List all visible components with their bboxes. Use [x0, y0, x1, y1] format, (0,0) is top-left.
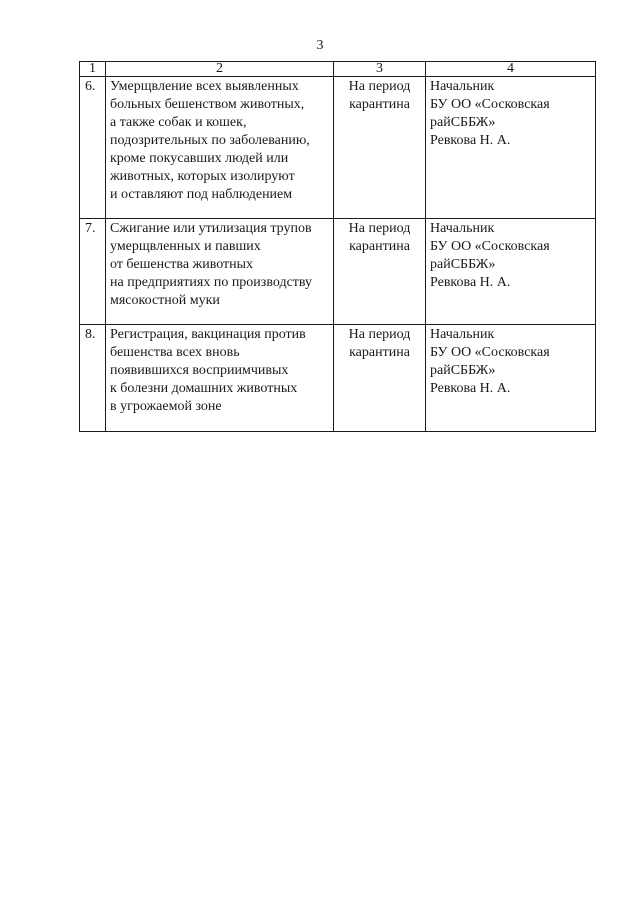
term-line: карантина: [349, 239, 410, 254]
responsible-line: Начальник: [430, 221, 495, 236]
row-number: 6.: [80, 77, 106, 219]
responsible-line: райСББЖ»: [430, 115, 496, 130]
measure-line: бешенства всех вновь: [110, 345, 240, 360]
measure-cell: [106, 325, 334, 432]
responsible-cell: [426, 219, 596, 325]
responsible-line: БУ ОО «Сосковская: [430, 345, 550, 360]
table-row: [80, 77, 596, 219]
term-line: карантина: [349, 345, 410, 360]
measure-line: к болезни домашних животных: [110, 381, 298, 396]
responsible-line: Начальник: [430, 79, 495, 94]
responsible-line: Ревкова Н. А.: [430, 275, 511, 290]
measure-line: умерщвленных и павших: [110, 239, 261, 254]
responsible-line: Ревкова Н. А.: [430, 133, 511, 148]
measure-line: больных бешенством животных,: [110, 97, 305, 112]
measures-table: [79, 61, 596, 432]
column-header-4: 4: [426, 62, 596, 77]
responsible-cell: [426, 325, 596, 432]
term-line: карантина: [349, 97, 410, 112]
measure-line: и оставляют под наблюдением: [110, 187, 293, 202]
table-row: [80, 219, 596, 325]
responsible-line: БУ ОО «Сосковская: [430, 239, 550, 254]
responsible-line: Начальник: [430, 327, 495, 342]
measure-cell: [106, 219, 334, 325]
row-number: 8.: [80, 325, 106, 432]
column-header-1: 1: [80, 62, 106, 77]
measure-line: Регистрация, вакцинация против: [110, 327, 306, 342]
measure-line: появившихся восприимчивых: [110, 363, 289, 378]
measure-line: от бешенства животных: [110, 257, 254, 272]
term-line: На период: [348, 221, 411, 236]
responsible-line: БУ ОО «Сосковская: [430, 97, 550, 112]
table-header-row: [80, 62, 596, 77]
term-line: На период: [348, 79, 411, 94]
measure-line: Умерщвление всех выявленных: [110, 79, 299, 94]
measure-line: на предприятиях по производству: [110, 275, 313, 290]
measure-cell: [106, 77, 334, 219]
term-cell: [334, 325, 426, 432]
table-row: [80, 325, 596, 432]
row-number: 7.: [80, 219, 106, 325]
responsible-line: Ревкова Н. А.: [430, 381, 511, 396]
term-line: На период: [348, 327, 411, 342]
measure-line: в угрожаемой зоне: [110, 399, 222, 414]
responsible-line: райСББЖ»: [430, 363, 496, 378]
measure-line: а также собак и кошек,: [110, 115, 247, 130]
page-number: 3: [316, 38, 324, 53]
measure-line: Сжигание или утилизация трупов: [110, 221, 312, 236]
column-header-2: 2: [106, 62, 334, 77]
column-header-3: 3: [334, 62, 426, 77]
responsible-cell: [426, 77, 596, 219]
term-cell: [334, 77, 426, 219]
measure-line: животных, которых изолируют: [110, 169, 295, 184]
responsible-line: райСББЖ»: [430, 257, 496, 272]
measure-line: мясокостной муки: [110, 293, 220, 308]
measure-line: кроме покусавших людей или: [110, 151, 289, 166]
measure-line: подозрительных по заболеванию,: [110, 133, 310, 148]
term-cell: [334, 219, 426, 325]
